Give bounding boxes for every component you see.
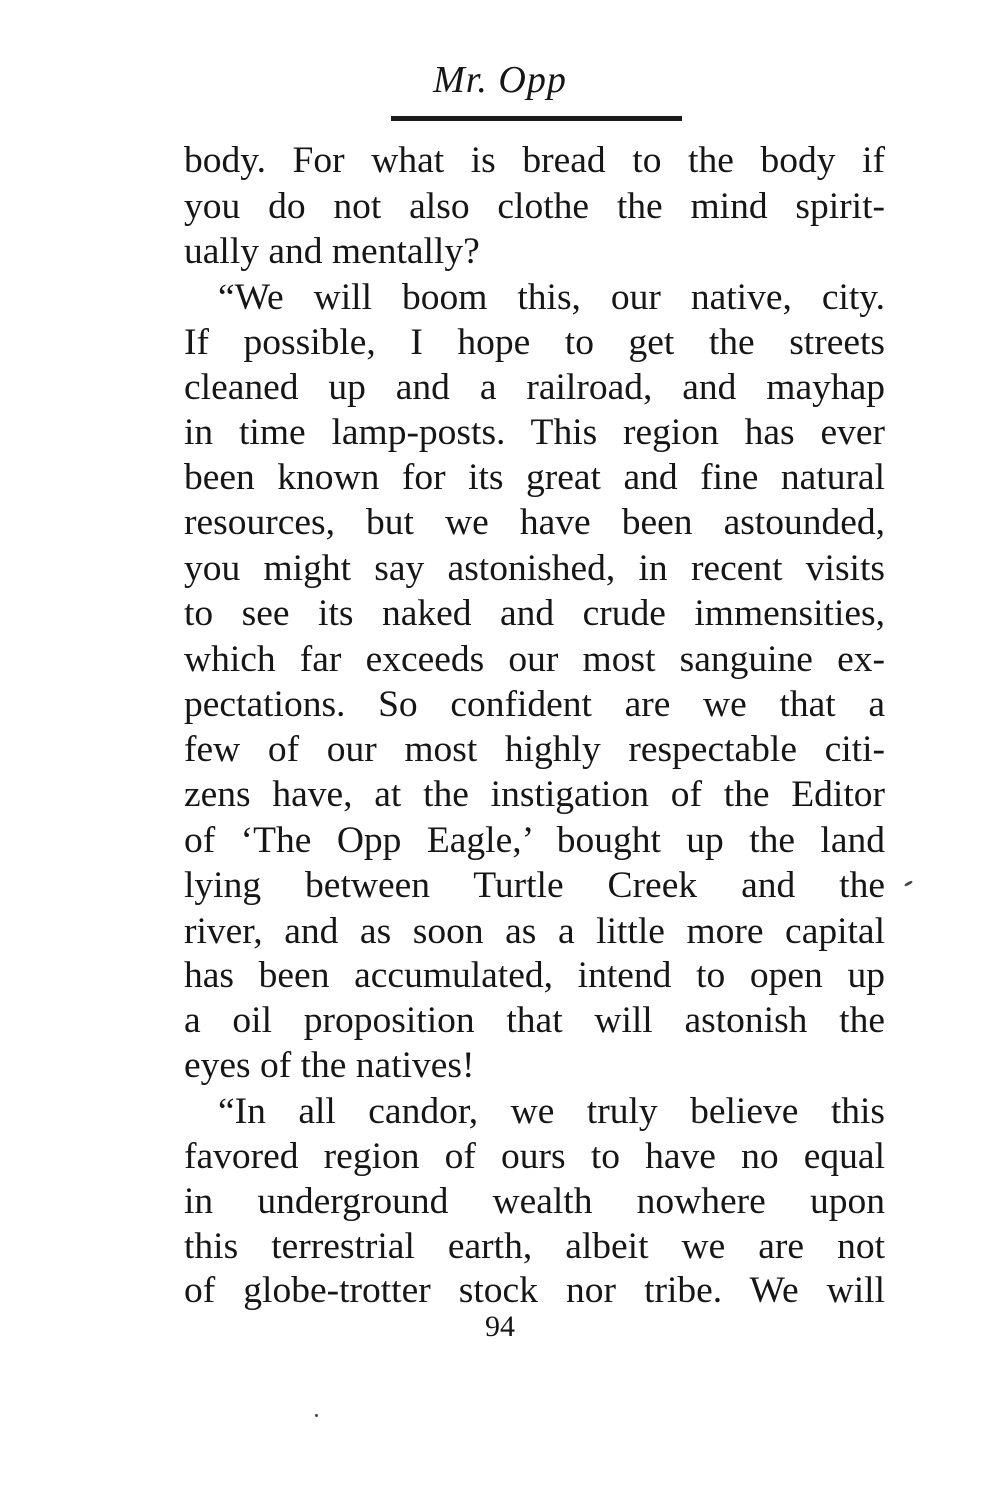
text-line: in time lamp-posts. This region has ever [184, 412, 885, 453]
text-line: which far exceeds our most sanguine ex- [184, 639, 885, 680]
text-line: you might say astonished, in recent visits [184, 548, 885, 589]
text-line: resources, but we have been astounded, [184, 502, 885, 543]
text-line: pectations. So confident are we that a [184, 684, 885, 725]
text-line: “We will boom this, our native, city. [218, 277, 885, 318]
text-line: been known for its great and fine natural [184, 457, 885, 498]
text-line: few of our most highly respectable citi- [184, 729, 885, 770]
text-line: this terrestrial earth, albeit we are not [184, 1226, 885, 1267]
text-line: favored region of ours to have no equal [184, 1136, 885, 1177]
text-line: ually and mentally? [184, 231, 480, 272]
text-line: zens have, at the instigation of the Editor [184, 774, 885, 815]
margin-mark [904, 880, 913, 887]
text-line: of ‘The Opp Eagle,’ bought up the land [184, 820, 885, 861]
header-rule [391, 116, 682, 121]
text-line: a oil proposition that will astonish the [184, 1000, 885, 1041]
text-line: river, and as soon as a little more capital [184, 911, 885, 952]
text-line: If possible, I hope to get the streets [184, 322, 885, 363]
text-line: has been accumulated, intend to open up [184, 955, 885, 996]
text-line: of globe-trotter stock nor tribe. We will [184, 1270, 885, 1311]
text-line: eyes of the natives! [184, 1045, 475, 1086]
dust-speck [315, 1414, 318, 1417]
text-line: in underground wealth nowhere upon [184, 1181, 885, 1222]
text-line: cleaned up and a railroad, and mayhap [184, 367, 885, 408]
text-line: to see its naked and crude immensities, [184, 593, 885, 634]
text-line: you do not also clothe the mind spirit- [184, 186, 885, 227]
running-head: Mr. Opp [433, 59, 567, 101]
text-line: “In all candor, we truly believe this [218, 1091, 885, 1132]
page-number: 94 [485, 1310, 515, 1343]
text-line: body. For what is bread to the body if [184, 140, 885, 181]
text-line: lying between Turtle Creek and the [184, 865, 885, 906]
